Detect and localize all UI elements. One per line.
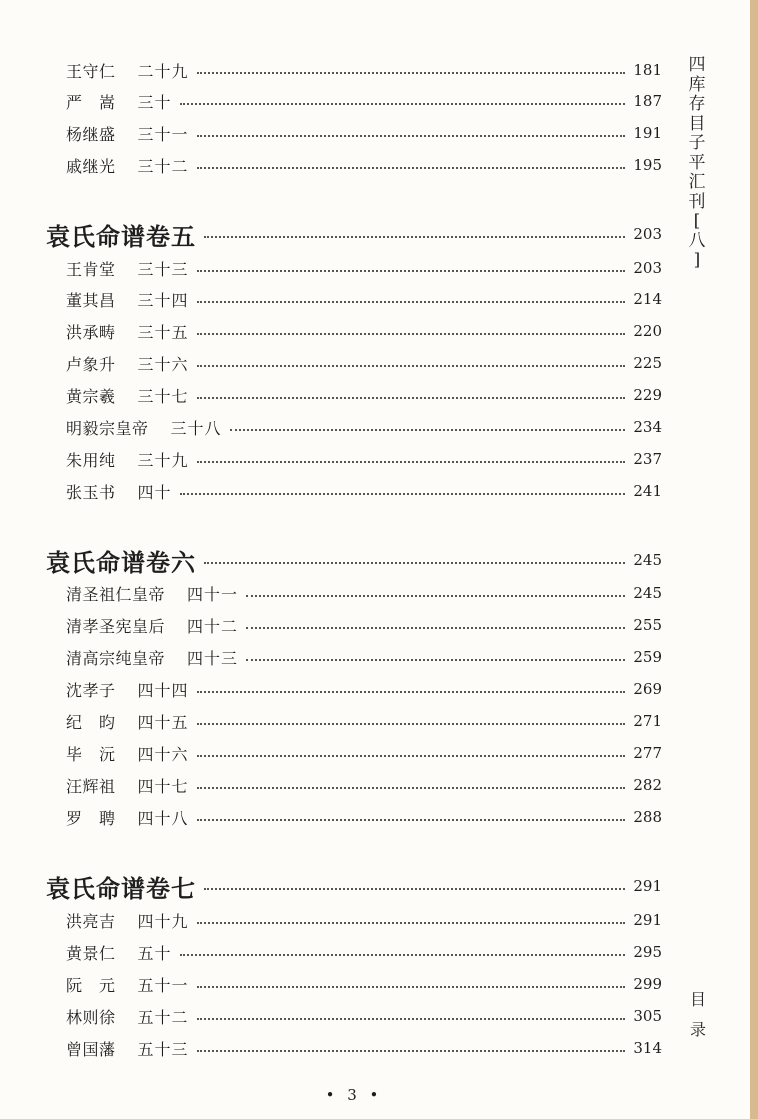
entry-page: 314 [633, 1039, 662, 1057]
entry-name: 朱用纯 [66, 450, 116, 470]
dot-leader [197, 461, 626, 463]
entry-number: 三十一 [137, 124, 189, 144]
entry-name: 清圣祖仁皇帝 [66, 584, 166, 604]
dot-leader [197, 1018, 626, 1020]
toc-entry[interactable] [66, 738, 662, 768]
dot-leader [197, 397, 626, 399]
series-title-char: [ [693, 211, 701, 231]
entry-page: 237 [633, 450, 662, 468]
entry-number: 三十六 [137, 354, 189, 374]
dot-leader [246, 595, 625, 597]
entry-page: 181 [633, 61, 662, 79]
entry-name: 沈孝子 [66, 680, 116, 700]
dot-leader [197, 301, 626, 303]
toc-entry[interactable] [66, 253, 662, 283]
entry-name: 汪辉祖 [66, 776, 116, 796]
entry-page: 195 [633, 156, 662, 174]
entry-number: 四十 [137, 482, 172, 502]
toc-entry[interactable] [66, 674, 662, 704]
series-title-vertical [686, 56, 708, 271]
toc-entry[interactable] [66, 380, 662, 410]
entry-number: 三十五 [137, 322, 189, 342]
volume-title: 袁氏命谱卷六 [46, 547, 196, 577]
dot-leader [197, 365, 626, 367]
entry-number: 五十一 [137, 975, 189, 995]
entry-number: 二十九 [137, 61, 189, 81]
toc-entry[interactable] [66, 578, 662, 608]
toc-entry[interactable] [66, 316, 662, 346]
series-title-char: 目 [688, 113, 706, 134]
toc-entry[interactable] [66, 642, 662, 672]
volume-page: 291 [633, 877, 662, 895]
dot-leader [197, 723, 626, 725]
entry-page: 214 [633, 290, 662, 308]
series-title-char: 八 [688, 230, 706, 251]
entry-name: 黄景仁 [66, 943, 116, 963]
toc-entry[interactable] [66, 412, 662, 442]
entry-number: 三十 [137, 92, 172, 112]
entry-number: 五十二 [137, 1007, 189, 1027]
entry-page: 299 [633, 975, 662, 993]
dot-leader [197, 986, 626, 988]
toc-entry[interactable] [66, 444, 662, 474]
dot-leader [246, 659, 625, 661]
toc-entry[interactable] [66, 937, 662, 967]
entry-name: 董其昌 [66, 290, 116, 310]
volume-title: 袁氏命谱卷七 [46, 873, 196, 903]
entry-name: 罗 聘 [66, 808, 116, 828]
toc-volume-heading[interactable] [46, 214, 662, 254]
series-title-char: 存 [688, 94, 706, 114]
series-title-char: 刊 [688, 191, 706, 212]
dot-leader [180, 103, 626, 105]
section-label-vertical [688, 985, 708, 1045]
toc-entry[interactable] [66, 802, 662, 832]
entry-number: 三十四 [137, 290, 189, 310]
toc-volume-heading[interactable] [46, 540, 662, 580]
entry-number: 四十一 [187, 584, 239, 604]
entry-page: 288 [633, 808, 662, 826]
page-number: • 3 • [325, 1086, 383, 1104]
toc-entry[interactable] [66, 55, 662, 85]
volume-page: 245 [633, 551, 662, 569]
toc-entry[interactable] [66, 284, 662, 314]
entry-page: 255 [633, 616, 662, 634]
section-label-char: 录 [689, 1020, 706, 1039]
dot-leader [197, 1050, 626, 1052]
toc-entry[interactable] [66, 150, 662, 180]
series-title-char: 平 [688, 152, 706, 173]
entry-name: 黄宗羲 [66, 386, 116, 406]
entry-name: 卢象升 [66, 354, 116, 374]
toc-entry[interactable] [66, 969, 662, 999]
entry-page: 295 [633, 943, 662, 961]
dot-leader [197, 755, 626, 757]
dot-leader [204, 236, 625, 238]
series-title-char: 四 [688, 55, 706, 75]
entry-name: 明毅宗皇帝 [66, 418, 149, 438]
toc-entry[interactable] [66, 610, 662, 640]
toc-entry[interactable] [66, 770, 662, 800]
entry-number: 四十六 [137, 744, 189, 764]
entry-page: 271 [633, 712, 662, 730]
entry-page: 187 [633, 92, 662, 110]
entry-page: 282 [633, 776, 662, 794]
dot-leader [197, 691, 626, 693]
entry-name: 曾国藩 [66, 1039, 116, 1059]
dot-leader [197, 72, 626, 74]
entry-number: 五十三 [137, 1039, 189, 1059]
entry-page: 234 [633, 418, 662, 436]
entry-name: 杨继盛 [66, 124, 116, 144]
entry-number: 三十八 [170, 418, 222, 438]
entry-name: 阮 元 [66, 975, 116, 995]
entry-page: 220 [633, 322, 662, 340]
entry-number: 四十七 [137, 776, 189, 796]
dot-leader [246, 627, 625, 629]
entry-number: 三十三 [137, 259, 189, 279]
dot-leader [197, 787, 626, 789]
dot-leader [180, 493, 626, 495]
entry-name: 张玉书 [66, 482, 116, 502]
entry-page: 241 [633, 482, 662, 500]
toc-entry[interactable] [66, 118, 662, 148]
volume-title: 袁氏命谱卷五 [46, 221, 196, 251]
volume-page: 203 [633, 225, 662, 243]
entry-page: 245 [633, 584, 662, 602]
dot-leader [230, 429, 626, 431]
dot-leader [197, 167, 626, 169]
entry-page: 259 [633, 648, 662, 666]
section-label-char: 目 [689, 990, 706, 1009]
dot-leader [197, 135, 626, 137]
entry-name: 清孝圣宪皇后 [66, 616, 166, 636]
dot-leader [204, 562, 625, 564]
entry-number: 四十五 [137, 712, 189, 732]
dot-leader [197, 819, 626, 821]
toc-entry[interactable] [66, 706, 662, 736]
entry-page: 203 [633, 259, 662, 277]
entry-name: 王肯堂 [66, 259, 116, 279]
toc-entry[interactable] [66, 905, 662, 935]
dot-leader [197, 270, 626, 272]
entry-number: 四十三 [187, 648, 239, 668]
series-title-char: 库 [688, 74, 706, 95]
entry-name: 纪 昀 [66, 712, 116, 732]
entry-name: 毕 沅 [66, 744, 116, 764]
entry-name: 王守仁 [66, 61, 116, 81]
entry-page: 229 [633, 386, 662, 404]
entry-number: 四十九 [137, 911, 189, 931]
entry-page: 291 [633, 911, 662, 929]
series-title-char: 子 [688, 133, 706, 153]
dot-leader [204, 888, 625, 890]
entry-name: 林则徐 [66, 1007, 116, 1027]
entry-name: 严 嵩 [66, 92, 116, 112]
entry-number: 三十九 [137, 450, 189, 470]
entry-number: 三十二 [137, 156, 189, 176]
toc-entry[interactable] [66, 476, 662, 506]
entry-number: 三十七 [137, 386, 189, 406]
entry-page: 191 [633, 124, 662, 142]
entry-page: 277 [633, 744, 662, 762]
entry-page: 269 [633, 680, 662, 698]
series-title-char: 汇 [688, 172, 706, 192]
entry-page: 305 [633, 1007, 662, 1025]
dot-leader [197, 333, 626, 335]
entry-name: 洪亮吉 [66, 911, 116, 931]
toc-entry[interactable] [66, 1001, 662, 1031]
toc-entry[interactable] [66, 1033, 662, 1063]
entry-name: 戚继光 [66, 156, 116, 176]
entry-number: 四十四 [137, 680, 189, 700]
entry-number: 四十二 [187, 616, 239, 636]
entry-number: 五十 [137, 943, 172, 963]
toc-entry[interactable] [66, 86, 662, 116]
entry-name: 清高宗纯皇帝 [66, 648, 166, 668]
dot-leader [180, 954, 626, 956]
entry-page: 225 [633, 354, 662, 372]
toc-volume-heading[interactable] [46, 866, 662, 906]
toc-entry[interactable] [66, 348, 662, 378]
entry-name: 洪承畴 [66, 322, 116, 342]
entry-number: 四十八 [137, 808, 189, 828]
series-title-char: ] [693, 250, 701, 270]
dot-leader [197, 922, 626, 924]
